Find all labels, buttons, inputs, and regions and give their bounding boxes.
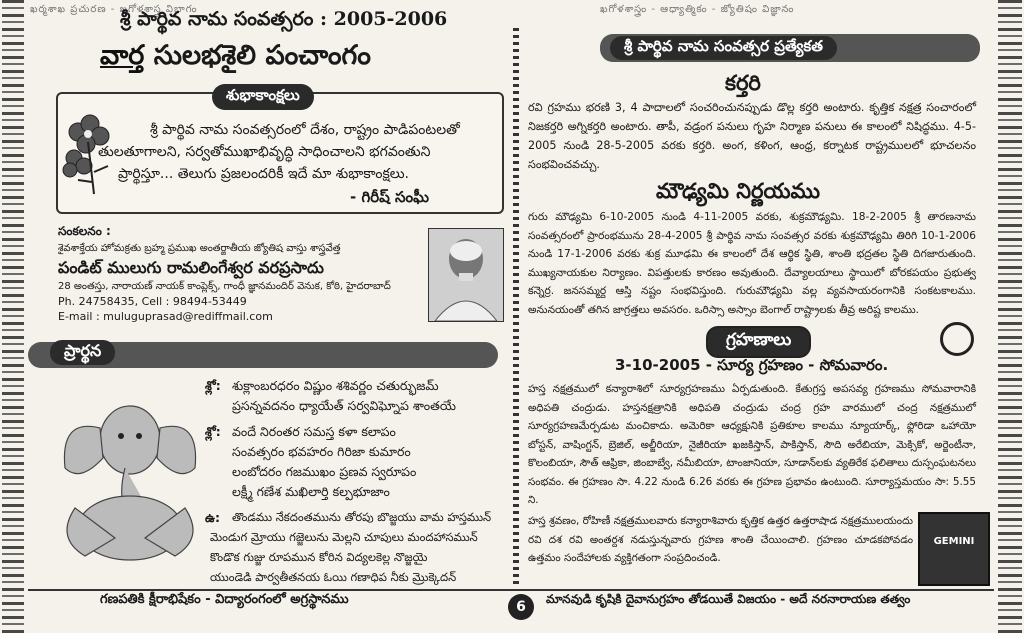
sloka-line: లంబోదరం గజముఖం ప్రణవ స్వరూపం [232,464,417,479]
kartari-text: రవి గ్రహము భరణి 3, 4 పాదాలలో సంచరించునప్పుడు డొల్ల కర్తరి అంటారు. కృత్తిక నక్షత్ర సంచారంలో నిజకర్తరి అగ్నికర్తరి అంటారు. తాపీ, వడ్రంగ పనులు గృహ నిర్మాణ పనులు ఈ కాలంలో నిషిద్ధము. 4-5-2005 నుండి 28-5-2005 వరకు కర్తరి. అంగ, కళింగ, ఆంధ్ర, కర్నాటక రాష్ట్రములలో భూచలనం సంభవించవచ్చు. [528,101,976,171]
left-ornamental-border [2,0,24,633]
sloka-marker: శ్లో: [205,424,221,439]
footer-right: మానవుడి కృషికి దైవానుగ్రహం తోడయితే విజయం - అదే నరనారాయణ తత్వం [546,592,911,606]
portrait-image [429,229,503,321]
sloka-line: మెండుగ మ్రోయు గజ్జెలును మెల్లని చూపులు మందహాసమున్ [210,530,478,544]
year-title: శ్రీ పార్థివ నామ సంవత్సరం : 2005-2006 [120,8,448,30]
main-title-text: సులభశైలి పంచాంగం [153,40,371,71]
right-banner: శ్రీ పార్థివ నామ సంవత్సర ప్రత్యేకత [610,36,837,60]
right-ornamental-border [998,0,1022,633]
footer-rule [28,589,994,591]
grahana-title: గ్రహణాలు [706,326,811,358]
brand-name: వార్త [100,40,145,71]
sloka-marker: శ్లో: [205,378,221,393]
greeting-pill: శుభాకాంక్షలు [212,84,314,110]
compiler-address: 28 అంతస్తు, నారాయణ్ నాయక్ కాంప్లెక్స్, గాంధీ జ్ఞానమందిర్ వెనుక, కోఠి, హైదరాబాద్ [58,281,391,292]
greeting-line-2: తులతూగాలని, సర్వతోముఖాభివృద్ధి సాధించాలని భగవంతుని [98,144,431,160]
grahana-text: హస్త నక్షత్రములో కన్యారాశిలో సూర్యగ్రహణము ఏర్పడుతుంది. కేతుగ్రస్త అపసవ్య గ్రహణము సోమవారానికి అధిపతి చంద్రుడు. హస్తనక్షత్రానికి అధిపతి చంద్రుడు చంద్ర గ్రహ వారములో చంద్ర నక్షత్రములో సూర్యగ్రహణమేర్పడుట మంచికాదు. అమెరికా ఆధ్యక్షునికి ప్రతికూల కాలము న్యూయార్క్, ఫ్లోరిడా ఒహాయో బోస్టన్, వాషింగ్టన్, బ్రెజిల్, అల్జీరియా, నైజీరియా ఖజకిస్తాన్, పాకిస్తాన్, సౌది అరేబియా, మెక్సికో, అర్జెంటీనా, కొలంబియా, సౌత్ ఆఫ్రికా, జింబాబ్వే, నమీబియా, టాంజానియా, సూడాన్‌లకు వ్యతిరేక ఫలితాలు దుస్సంఘటనలు సంభవం. ఈ గ్రహణం సా. 4.22 నుండి 6.26 వరకు ఈ గ్రహణ ప్రభావం ఉంటుంది. సూర్యాస్తమయం సా: 5.55 ని. [528,383,976,506]
page-number: 6 [508,594,534,620]
sloka-line: తొండము నేకదంతమును తోరపు బొజ్జయు వామ హస్తమున్ [232,510,492,524]
column-divider [513,28,519,588]
sun-icon [940,322,974,356]
footer-left: గణపతికి క్షీరాభిషేకం - విద్యారంగంలో అగ్రస్థానము [100,592,349,607]
sloka-line: ప్రసన్నవదనం ధ్యాయేత్ సర్వవిఘ్నోప శాంతయే [232,398,456,413]
kartari-title: కర్తరి [725,70,761,95]
sloka-line: లక్ష్మీ గణేశ మఖిలార్తి కల్పభూజాం [232,484,390,499]
moudhya-text: గురు మౌఢ్యమి 6-10-2005 నుండి 4-11-2005 వరకు, శుక్రమౌఢ్యమి. 18-2-2005 శ్రీ తారణనామ సంవత్సరంలో ప్రారంభమును 28-4-2005 శ్రీ పార్థివ నామ సంవత్సర వరకు శుక్రమౌఢ్యమి తిరిగి 10-1-2006 నుండి 17-1-2006 వరకు శుక్ర మూఢమి ఈ కాలంలో దేశ ఆర్థిక స్థితి, శాంతి భద్రతల స్థితి దిగజారుతుంది. ముఖ్యనాయకుల నిర్యాణం. విపత్తులకు కారణం అవుతుంది. దేవ్యాలయాలు స్థాయిలో బోరకపయం ప్రభుత్వ కన్నెర్ర. జనసమ్మర్ద ఆస్తి నష్టం సంభవిస్తుంది. గురుమౌఢ్యమి వల్ల వ్యవసాయరంగానికి సంకటకాలము. అనునయంతో తగిన జాగ్రత్తలు అవసరం. ఒరిస్సా అస్సాం బెంగాల్ రాష్ట్రాలకు తీవ్ర అరిష్ట కాలము. [528,211,976,316]
greeting-line-1: శ్రీ పార్థివ నామ సంవత్సరంలో దేశం, రాష్ట్రం పాడిపంటలతో [150,122,460,138]
compiler-email[interactable]: E-mail : muluguprasad@rediffmail.com [58,310,273,323]
greeting-line-3: ప్రార్థిస్తూ... తెలుగు ప్రజలందరికీ ఇదే మా శుభాకాంక్షలు. [118,166,409,182]
header-strip-left: ఖర్మశాఖ ప్రచురణ - ఖగోళశాస్త్ర విభాగం [30,4,198,15]
prayer-title: ప్రార్థన [50,340,115,365]
compiler-title: శైవశాక్తేయ హోమక్రతు బ్రహ్మ ప్రముఖ అంతర్జాతీయ జ్యోతిష వాస్తు శాస్త్రవేత్త [58,243,341,254]
compiler-photo [428,228,504,322]
main-title [100,40,371,78]
grahana-subtitle: 3-10-2005 - సూర్య గ్రహణం - సోమవారం. [615,356,889,374]
grahana-text-2: హస్త శ్రవణం, రోహిణీ నక్షత్రములవారు కన్యారాశివారు కృత్తిక ఉత్తర ఉత్తరాషాడ నక్షత్రములయందు రవి దశ రవి అంతర్దశ నడుస్తున్నవారు గ్రహణ శాంతి చేయించాలి. గ్రహణం చూడకపోవడం ఉత్తమం సందేహాలకు వ్యక్తిగతంగా సంప్రదించండి. [528,515,913,564]
moudhya-title: మౌఢ్యమి నిర్ణయము [656,178,820,203]
sloka-marker: ఉ: [205,510,220,525]
gemini-ad [918,512,990,586]
sloka-line: సంవత్సరం భవహరం గిరిజా కుమారం [232,444,411,459]
greeting-signature: - గిరీష్ సంఘీ [350,188,430,206]
sloka-line: వందే నిరంతర సమస్త కళా కలాపం [232,424,396,439]
sloka-line: కొండొక గుజ్జు రూపమున కోరిన విద్యలకెల్ల నొజ్జయై [210,550,428,564]
header-strip-right: ఖగోళశాస్త్రం - ఆధ్యాత్మికం - జ్యోతిషం విజ్ఞానం [600,4,795,15]
ganesha-icon [55,388,205,563]
gemini-logo-text: GEMINI [933,536,975,547]
sloka-line: శుక్లాంబరధరం విష్ణుం శశివర్ణం చతుర్భుజమ్ [232,378,439,393]
compiler-label: సంకలనం : [58,224,111,238]
sloka-line: యుండెడి పార్వతీతనయ ఓయి గణాధిప నీకు మ్రొక్కెదన్ [210,570,457,584]
compiler-name: పండిట్ ములుగు రామలింగేశ్వర వరప్రసాదు [58,258,324,277]
compiler-phone: Ph. 24758435, Cell : 98494-53449 [58,295,247,308]
